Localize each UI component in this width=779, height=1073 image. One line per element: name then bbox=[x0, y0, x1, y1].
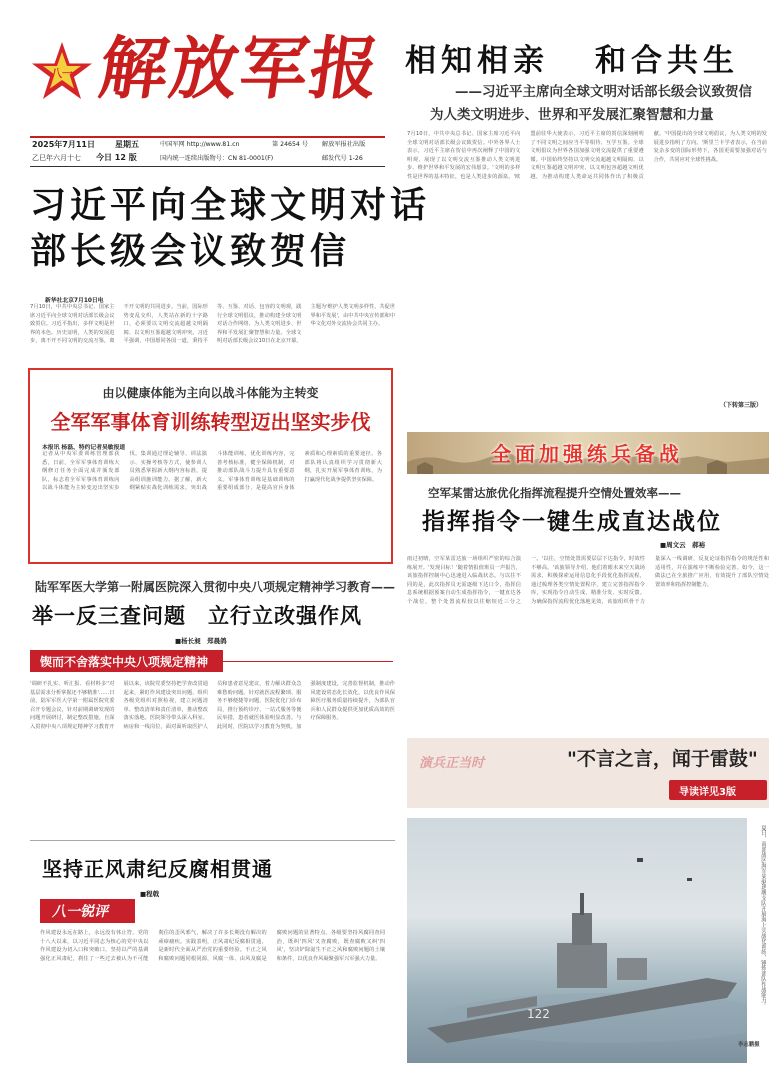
serial-no: 第 24654 号 bbox=[272, 141, 308, 148]
continued-note: （下转第三版） bbox=[720, 402, 763, 409]
red-section-banner-text: 锲而不舍落实中央八项规定精神 bbox=[40, 655, 209, 669]
lead-headline-2: 部长级会议致贺信 bbox=[30, 231, 351, 272]
section2-body: 雨过初晴，空军某雷达旅一场组织严密的综合演练展开。'发现目标！'随着情报值班员一声报告，该旅指挥控制中心迅速进入临战状态。与以往不同的是，此次指挥员无需逐级下达口令，指挥信息系统根据预案自动生成指挥指令，一键直达各个战位，整个处置流程较以往缩短近三分之一。'以往，空情处置需要层层下达指令，时效性不够高。'该旅领导介绍，他们着眼未来空天战场需求，积极探索运用信息化手段优化指挥流程，通过梳理各类空情处置程序，建立完善指挥指令库，实现指令自动生成、精准分发、实时反馈。为确保指挥流程优化落地见效，该旅组织骨干力量深入一线调研，反复论证指挥指令的规范性和适用性，并在演练中不断检验完善。如今，这一做法已在全旅推广应用，有效提升了部队空情处置效率和指挥控制能力。 bbox=[407, 556, 769, 605]
issue-date: 2025年7月11日 bbox=[32, 140, 95, 149]
editorial-body: 作风建设永远在路上，永远没有休止符。党的十八大以来，以习近平同志为核心的党中央以作风建设为切入口和突破口，坚持以严的基调强化正风肃纪，刹住了一些过去被认为不可能刹住的歪风邪气，解决了许多长期没有解决的顽瘴痼疾。实践表明，正风肃纪反腐相贯通，是新时代全面从严治党的重要经验。不正之风和腐败问题同根同源，风腐一体、由风及腐是腐败问题的显著特点。各级要坚持风腐同查同治，既纠'四风'又查腐败，既查腐败又纠'四风'，坚决铲除滋生不正之风和腐败问题的土壤和条件，以优良作风凝聚强军兴军强大力量。 bbox=[40, 930, 385, 962]
promo-guide-button[interactable] bbox=[669, 780, 767, 800]
warship-icon bbox=[407, 818, 747, 1063]
editorial-box bbox=[30, 840, 395, 1065]
photo-credit: 李志鹏摄 bbox=[738, 1042, 760, 1048]
cn-number: 国内统一连续出版物号：CN 81-0001(F) bbox=[160, 155, 274, 162]
red-section-body: '调研不扎实、听汇报、看材料多''对基层需求分析掌握还不够精准'……日前，陆军军医大学第一附属医院党委召开专题会议，针对前期调研发现的问题开展研讨，制定整改措施。自深入贯彻中央八项规定精神学习教育开展以来，该院党委坚持把学查改贯通起来，紧盯作风建设突出问题，组织各级党组织对照检视，建立问题清单、整改清单和责任清单，推动整改落实落地。医院领导带头深入科室、病房和一线岗位，面对面听取医护人员和患者意见建议，着力解决群众急难愁盼问题。针对就医流程繁琐、服务不够便捷等问题，医院优化门诊布局，推行预约诊疗、一站式服务等便民举措，患者就医体验明显改善。与此同时，医院以学习教育为契机，加强制度建设，完善监督机制，推动作风建设常态化长效化，以优良作风保障医疗服务质量持续提升，为部队官兵和人民群众提供更加优质高效的医疗保障服务。 bbox=[30, 681, 395, 730]
boxed-body: 记者从中央军委训练管理部获悉，日前，全军军事体育训练大纲修订任务全面完成并颁发部队，标志着全军军事体育训练向以战斗体能为主转变迈出坚实步伐。集训通过理论辅导、训法演示、实操考核等方式，使参训人员熟悉掌握新大纲内容标准，提高组训施训能力。据了解，新大纲紧贴实战化训练需求，突出战斗体能训练，优化训练内容，完善考核标准，健全保障机制，对推动部队战斗力提升具有重要意义。军事体育训练是基础训练的重要组成部分，是提高官兵身体素质和心理素质的重要途径。各部队将认真组织学习贯彻新大纲，扎实开展军事体育训练，为打赢现代化战争提供坚实保障。 bbox=[42, 451, 382, 492]
boxed-headline: 全军军事体育训练转型迈出坚实步伐 bbox=[50, 410, 371, 434]
postal-code: 邮发代号 1-26 bbox=[322, 155, 363, 162]
editorial-headline: 坚持正风肃纪反腐相贯通 bbox=[42, 857, 273, 881]
editorial-badge-text: 八一锐评 bbox=[52, 904, 108, 920]
svg-text:122: 122 bbox=[527, 1007, 550, 1021]
masthead-logo: 解放军报 bbox=[94, 29, 386, 109]
warship-photo bbox=[407, 818, 747, 1063]
boxed-byline: 本报讯 杨磊、特约记者吴敏报道 bbox=[42, 445, 126, 451]
weekday: 星期五 bbox=[115, 140, 139, 149]
headline-a: 相知相亲 bbox=[405, 43, 549, 79]
photo-caption: 夏日，南部战区海军某驱逐舰支队开展海上实战化训练，锤炼部队作战能力。 bbox=[760, 825, 766, 1009]
lead-byline: 新华社北京7月10日电 bbox=[45, 298, 104, 304]
promo-box bbox=[407, 738, 769, 808]
left-mid-headline: 举一反三查问题 立行立改强作风 bbox=[32, 604, 362, 628]
army-star-emblem bbox=[30, 40, 94, 104]
svg-text:八一: 八一 bbox=[51, 67, 73, 80]
top-right-headline-block bbox=[400, 30, 770, 130]
lead-headline-1: 习近平向全球文明对话 bbox=[30, 185, 431, 226]
subtitle-1: ——习近平主席向全球文明对话部长级会议致贺信 bbox=[455, 84, 752, 100]
lunar-date: 乙巳年六月十七 bbox=[32, 154, 81, 162]
publisher: 解放军报社出版 bbox=[322, 141, 366, 148]
headline-b: 和合共生 bbox=[595, 43, 739, 79]
promo-guide-text: 导读详见3版 bbox=[679, 787, 736, 798]
editorial-byline: ■程戟 bbox=[140, 890, 160, 898]
section2-byline: ■周文云 郝裕 bbox=[660, 541, 706, 549]
subtitle-2: 为人类文明进步、世界和平发展汇聚智慧和力量 bbox=[430, 107, 714, 123]
banner-image bbox=[407, 432, 769, 474]
left-mid-kicker: 陆军军医大学第一附属医院深入贯彻中央八项规定精神学习教育—— bbox=[35, 580, 396, 594]
section2-kicker: 空军某雷达旅优化指挥流程提升空情处置效率—— bbox=[428, 486, 681, 500]
lead-body: 7月10日，中共中央总书记、国家主席习近平向全球文明对话部长级会议致贺信。习近平指出，多样文明是世界的本色。历史证明，人类的发展进步，离不开不同文明的交流互鉴，离不开文明的共同进步。当前，国际形势变乱交织，人类站在新的十字路口，必须要以文明交流超越文明隔阂、以文明互鉴超越文明冲突。习近平强调，中国愿同各国一道，秉持平等、互鉴、对话、包容的文明观，践行全球文明倡议，推动构建全球文明对话合作网络，为人类文明进步、世界和平发展汇聚智慧和力量。全球文明对话部长级会议10日在北京开幕，主题为'维护人类文明多样性，共促世界和平发展'，由中共中央宣传部和中华文化对外交流协会共同主办。 bbox=[30, 304, 395, 345]
right-top-body: 7月10日，中共中央总书记、国家主席习近平向全球文明对话部长级会议致贺信。中外各界人士表示，习近平主席在贺信中再次阐释了中国的文明观，展现了以文明交流互鉴推动人类文明进步、维护世界和平发展的宏伟愿景。'文明的多样性是世界的基本特征，也是人类进步的源泉。'欧盟前驻华大使表示，习近平主席的贺信深刻阐明了不同文明之间应当平等相待、互学互鉴。全球文明倡议为世界各国加强文明交流提供了重要遵循。中国始终坚持以文明交流超越文明隔阂、以文明互鉴超越文明冲突、以文明包容超越文明优越，为推动构建人类命运共同体作出了积极贡献。'中国提出的全球文明倡议，为人类文明的发展进步指明了方向。'斯里兰卡学者表示，在当前复杂多变的国际形势下，各国更需要加强对话与合作，共同应对全球性挑战。 bbox=[407, 131, 767, 180]
site-url[interactable]: 中国军网 http://www.81.cn bbox=[160, 141, 240, 148]
section2-headline: 指挥指令一键生成直达战位 bbox=[422, 509, 722, 535]
page-count: 今日 12 版 bbox=[96, 153, 137, 162]
banner-title: 全面加强练兵备战 bbox=[491, 442, 683, 466]
editorial-badge bbox=[40, 899, 135, 923]
red-section-banner bbox=[30, 650, 223, 672]
boxed-article bbox=[28, 368, 393, 564]
promo-headline: "不言之言，闻于雷鼓" bbox=[567, 748, 758, 770]
promo-label: 演兵正当时 bbox=[419, 756, 485, 771]
boxed-kicker: 由以健康体能为主向以战斗体能为主转变 bbox=[102, 386, 319, 400]
masthead bbox=[0, 0, 390, 185]
left-mid-byline: ■杨长昶 郑晨鸽 bbox=[175, 637, 227, 645]
